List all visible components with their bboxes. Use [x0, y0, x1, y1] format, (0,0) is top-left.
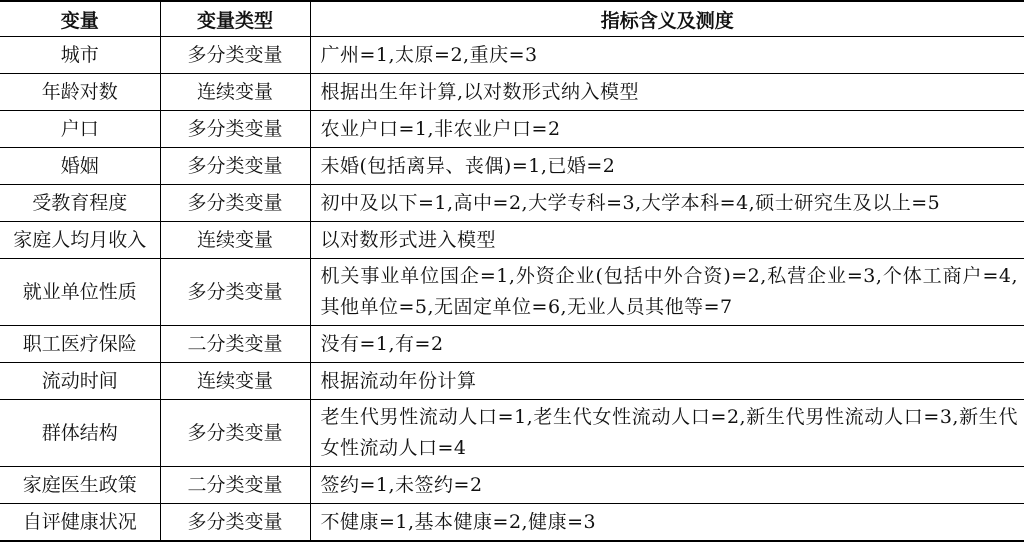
cell-variable: 流动时间 — [0, 363, 160, 400]
cell-meaning: 根据出生年计算,以对数形式纳入模型 — [310, 74, 1024, 111]
cell-meaning: 签约=1,未签约=2 — [310, 467, 1024, 504]
header-variable-type: 变量类型 — [160, 1, 310, 37]
table-row — [0, 259, 1024, 326]
table-row — [0, 148, 1024, 185]
header-meaning: 指标含义及测度 — [310, 1, 1024, 37]
cell-variable: 群体结构 — [0, 400, 160, 467]
cell-variable-type: 多分类变量 — [160, 259, 310, 326]
cell-variable: 自评健康状况 — [0, 504, 160, 542]
cell-variable-type: 多分类变量 — [160, 37, 310, 74]
cell-meaning: 机关事业单位国企=1,外资企业(包括中外合资)=2,私营企业=3,个体工商户=4,其他单位=5,无固定单位=6,无业人员其他等=7 — [310, 259, 1024, 326]
table-row — [0, 222, 1024, 259]
header-variable: 变量 — [0, 1, 160, 37]
cell-variable: 受教育程度 — [0, 185, 160, 222]
cell-variable: 家庭人均月收入 — [0, 222, 160, 259]
table-row — [0, 74, 1024, 111]
cell-variable: 家庭医生政策 — [0, 467, 160, 504]
cell-variable-type: 连续变量 — [160, 74, 310, 111]
table-row — [0, 111, 1024, 148]
cell-meaning: 以对数形式进入模型 — [310, 222, 1024, 259]
cell-variable-type: 连续变量 — [160, 222, 310, 259]
cell-variable: 职工医疗保险 — [0, 326, 160, 363]
cell-variable: 婚姻 — [0, 148, 160, 185]
cell-meaning: 农业户口=1,非农业户口=2 — [310, 111, 1024, 148]
cell-variable-type: 多分类变量 — [160, 504, 310, 542]
cell-variable-type: 多分类变量 — [160, 111, 310, 148]
cell-meaning: 广州=1,太原=2,重庆=3 — [310, 37, 1024, 74]
cell-variable-type: 二分类变量 — [160, 467, 310, 504]
table-header-row — [0, 1, 1024, 37]
cell-variable-type: 多分类变量 — [160, 185, 310, 222]
table-row — [0, 326, 1024, 363]
cell-variable: 户口 — [0, 111, 160, 148]
cell-meaning: 老生代男性流动人口=1,老生代女性流动人口=2,新生代男性流动人口=3,新生代女性流动人口=4 — [310, 400, 1024, 467]
table-row — [0, 185, 1024, 222]
cell-meaning: 没有=1,有=2 — [310, 326, 1024, 363]
table-row — [0, 504, 1024, 542]
cell-meaning: 根据流动年份计算 — [310, 363, 1024, 400]
cell-meaning: 初中及以下=1,高中=2,大学专科=3,大学本科=4,硕士研究生及以上=5 — [310, 185, 1024, 222]
cell-variable: 城市 — [0, 37, 160, 74]
cell-meaning: 不健康=1,基本健康=2,健康=3 — [310, 504, 1024, 542]
table-row — [0, 400, 1024, 467]
table-row — [0, 467, 1024, 504]
cell-variable-type: 连续变量 — [160, 363, 310, 400]
cell-variable: 就业单位性质 — [0, 259, 160, 326]
cell-variable-type: 二分类变量 — [160, 326, 310, 363]
cell-variable: 年龄对数 — [0, 74, 160, 111]
table-row — [0, 37, 1024, 74]
cell-variable-type: 多分类变量 — [160, 148, 310, 185]
table-row — [0, 363, 1024, 400]
cell-meaning: 未婚(包括离异、丧偶)=1,已婚=2 — [310, 148, 1024, 185]
cell-variable-type: 多分类变量 — [160, 400, 310, 467]
